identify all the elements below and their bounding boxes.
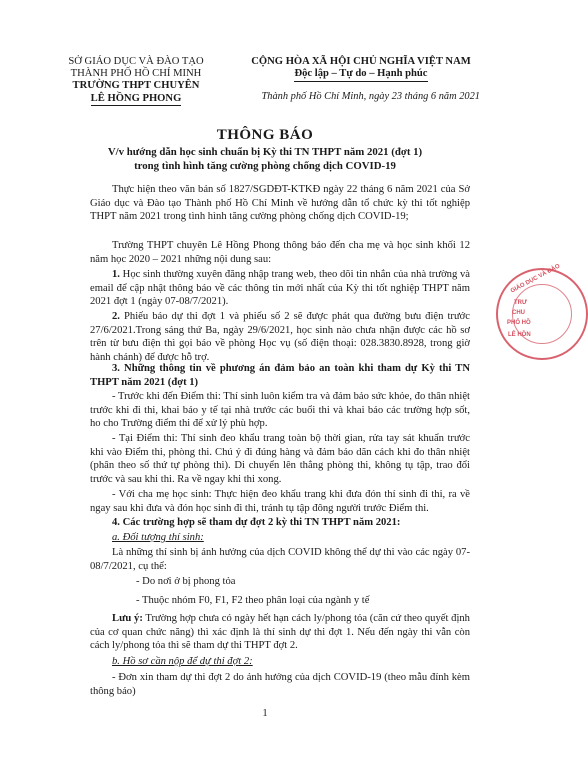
motto: Độc lập – Tự do – Hạnh phúc bbox=[294, 68, 427, 81]
item-2 bbox=[90, 310, 470, 364]
seal-text-2: TRƯ bbox=[514, 300, 527, 306]
item-3a: - Trước khi đến Điểm thi: Thí sinh luôn kiểm tra và đảm bảo sức khỏe, đo thân nhiệt trước khi đi thi, khai báo y tế tại nhà trước các buổi thi và khai báo các trường hợp sốt, ho cho Trường điểm thi để xử lý phù hợp. bbox=[90, 391, 470, 430]
heading-4: 4. Các trường hợp sẽ tham dự đợt 2 kỳ thi TN THPT năm 2021: bbox=[112, 517, 401, 528]
subheading-a-text: a. Đối tượng thí sinh: bbox=[112, 532, 204, 543]
subheading-b-text: b. Hồ sơ cần nộp để dự thi đợt 2: bbox=[112, 656, 253, 667]
heading-3: 3. Những thông tin về phương án đảm bảo an toàn khi tham dự Kỳ thi TN THPT năm 2021 (đợt 1) bbox=[90, 363, 470, 388]
item-4a-2: - Thuộc nhóm F0, F1, F2 theo phân loại của ngành y tế bbox=[136, 595, 370, 606]
intro-text-1: Thực hiện theo văn bản số 1827/SGDĐT-KTKĐ ngày 22 tháng 6 năm 2021 của Sở Giáo dục và Đào tạo Thành phố Hồ Chí Minh về hướng dẫn tổ chức kỳ thi tốt nghiệp THPT năm 2021 trong tình hình tăng cường phòng chống dịch COVID-19; bbox=[90, 184, 470, 223]
seal-text-top: GIÁO DỤC VÀ ĐÀO bbox=[509, 263, 562, 295]
document-subject-line1: V/v hướng dẫn học sinh chuẩn bị Kỳ thi TN THPT năm 2021 (đợt 1) bbox=[107, 146, 423, 158]
intro-paragraph-1 bbox=[90, 183, 470, 224]
issuer-school-line1: TRƯỜNG THPT CHUYÊN bbox=[72, 80, 200, 92]
national-motto-block bbox=[245, 56, 477, 82]
subheading-b bbox=[112, 655, 470, 669]
issuer-department: SỞ GIÁO DỤC VÀ ĐÀO TẠO bbox=[68, 56, 204, 67]
note-label: Lưu ý: bbox=[112, 613, 143, 624]
subheading-a bbox=[112, 531, 470, 545]
item-3c: - Với cha mẹ học sinh: Thực hiện đeo khẩu trang khi đưa đón thí sinh đi thi, ra về ngay sau khi đưa và đón học sinh đi thi, tránh tụ tập đông người trước Điểm thi. bbox=[90, 489, 470, 514]
country-name: CỘNG HÒA XÃ HỘI CHỦ NGHĨA VIỆT NAM bbox=[251, 56, 471, 67]
seal-text-5: LÊ HỒN bbox=[508, 332, 531, 338]
document-title: THÔNG BÁO bbox=[216, 127, 314, 143]
seal-text-3: CHU bbox=[512, 310, 525, 316]
issuer-block bbox=[46, 56, 226, 106]
note-paragraph bbox=[90, 612, 470, 653]
page-number: 1 bbox=[262, 708, 268, 719]
item-1-text: Học sinh thường xuyên đăng nhập trang web, theo dõi tin nhắn của nhà trường và email để cập nhật thông báo về các thông tin mới nhất của Kỳ thi tốt nghiệp THPT năm 2021 đợt 1 (ngày 07-08/7/2021). bbox=[90, 269, 470, 308]
note-text: Trường hợp chưa có ngày hết hạn cách ly/phong tỏa (căn cứ theo quyết định của cơ quan chức năng) thì xác định là thí sinh dự thi đợt 1. Nếu đến ngày thi vẫn còn cách ly/phong tỏa thì sẽ tham dự thi THPT đợt 2. bbox=[90, 613, 470, 652]
intro-paragraph-2 bbox=[90, 239, 470, 266]
issue-date: Thành phố Hồ Chí Minh, ngày 23 tháng 6 năm 2021 bbox=[261, 91, 480, 102]
issuer-school-line2: LÊ HỒNG PHONG bbox=[91, 93, 182, 106]
intro-text-2: Trường THPT chuyên Lê Hồng Phong thông báo đến cha mẹ và học sinh khối 12 năm học 2020 – 2021 những nội dung sau: bbox=[90, 240, 470, 265]
item-4b-1: - Đơn xin tham dự thi đợt 2 do ảnh hưởng của dịch COVID-19 (theo mẫu đính kèm thông báo) bbox=[90, 672, 470, 697]
issuer-city: THÀNH PHỐ HỒ CHÍ MINH bbox=[70, 68, 202, 80]
school-seal-stamp bbox=[496, 263, 588, 360]
item-4a: Là những thí sinh bị ảnh hưởng của dịch COVID không thể dự thi vào các ngày 07-08/7/2021, cụ thể: bbox=[90, 547, 470, 572]
item-1 bbox=[90, 268, 470, 309]
item-2-text: Phiếu báo dự thi đợt 1 và phiếu số 2 sẽ được phát qua đường bưu điện trước 27/6/2021.Trong sáng thứ Ba, ngày 29/6/2021, học sinh nào chưa nhận được các hồ sơ trên từ bưu điện thì gọi báo về phòng Học vụ (số điện thoại: 028.3830.8928, trong giờ hành chánh) để được hỗ trợ. bbox=[90, 311, 470, 363]
item-3b: - Tại Điểm thi: Thí sinh đeo khẩu trang toàn bộ thời gian, rửa tay sát khuẩn trước khi vào Điểm thi, phòng thi. Chú ý đi đúng hàng và đảm bảo dãn cách khi đo thân nhiệt (phân theo số thứ tự phòng thi). Di chuyển lên thẳng phòng thi, không tụ tập, trao đổi trước và sau khi thi. Ra về ngay khi thi xong. bbox=[90, 433, 470, 485]
item-4a-1: - Do nơi ở bị phong tỏa bbox=[136, 576, 236, 587]
document-subject-line2: trong tình hình tăng cường phòng chống dịch COVID-19 bbox=[134, 160, 396, 172]
seal-text-4: PHỐ HỒ bbox=[507, 320, 531, 326]
item-1-number: 1. bbox=[112, 269, 120, 280]
item-2-number: 2. bbox=[112, 311, 120, 322]
